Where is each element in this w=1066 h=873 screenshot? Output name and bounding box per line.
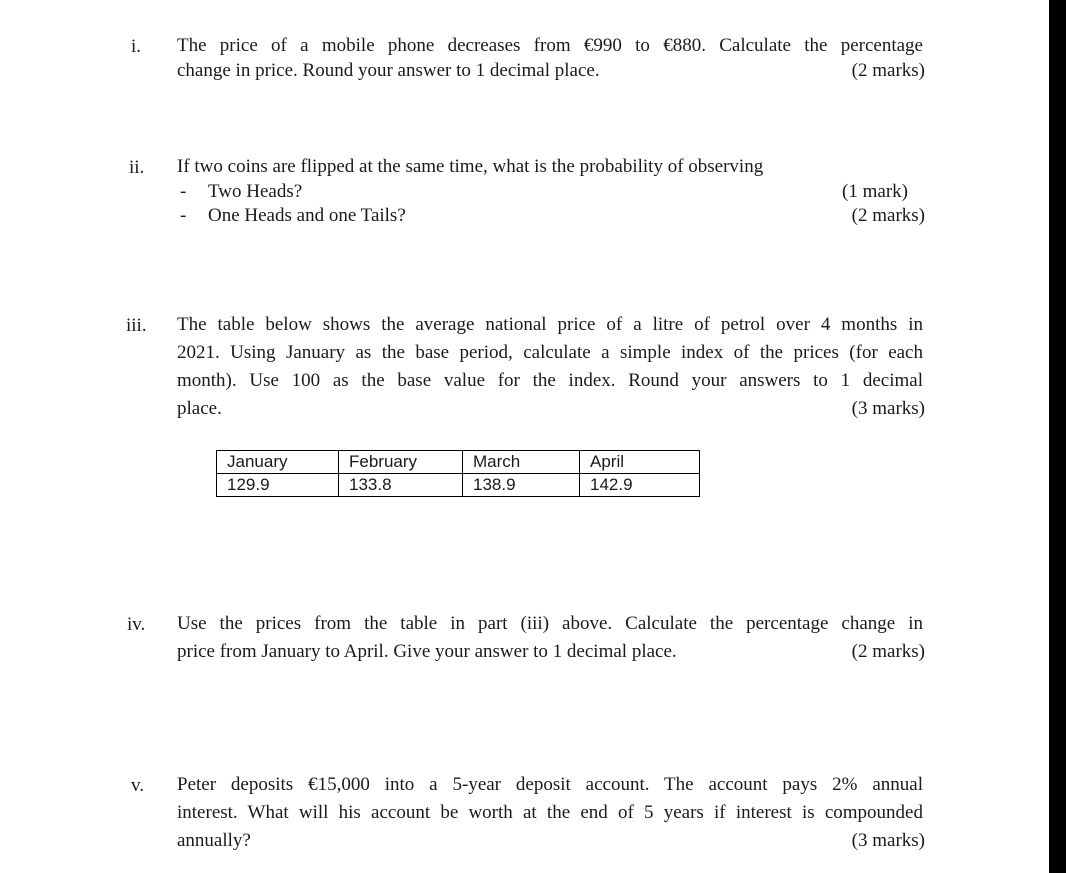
question-text-line: If two coins are flipped at the same time, what is the probability of observing bbox=[177, 156, 764, 177]
question-number: iv. bbox=[127, 614, 146, 635]
question-text-line: annually? bbox=[177, 830, 251, 851]
table-header-row bbox=[217, 451, 700, 474]
question-text-line: The table below shows the average national price of a litre of petrol over 4 months in bbox=[177, 314, 923, 335]
question-number: ii. bbox=[129, 157, 145, 178]
question-number: v. bbox=[131, 775, 145, 796]
marks-label: (1 mark) bbox=[842, 181, 908, 202]
question-text-line: interest. What will his account be worth at the end of 5 years if interest is compounded bbox=[177, 802, 923, 823]
table-header-cell: March bbox=[463, 451, 580, 474]
question-text-line: price from January to April. Give your answer to 1 decimal place. bbox=[177, 641, 677, 662]
table-row bbox=[217, 474, 700, 497]
table-header-cell: April bbox=[580, 451, 700, 474]
bullet-dash: - bbox=[180, 181, 187, 202]
table-cell: 129.9 bbox=[217, 474, 339, 497]
question-text-line: The price of a mobile phone decreases from €990 to €880. Calculate the percentage bbox=[177, 35, 923, 56]
petrol-price-table bbox=[216, 450, 700, 497]
table-header-cell: February bbox=[339, 451, 463, 474]
marks-label: (2 marks) bbox=[851, 60, 925, 81]
question-text-line: Use the prices from the table in part (iii) above. Calculate the percentage change in bbox=[177, 613, 923, 634]
marks-label: (3 marks) bbox=[851, 398, 925, 419]
bullet-dash: - bbox=[180, 205, 187, 226]
table-cell: 138.9 bbox=[463, 474, 580, 497]
sub-item-text: Two Heads? bbox=[208, 181, 303, 202]
question-text-line: Peter deposits €15,000 into a 5-year deposit account. The account pays 2% annual bbox=[177, 774, 923, 795]
right-edge-bar bbox=[1049, 0, 1066, 873]
sub-item-text: One Heads and one Tails? bbox=[208, 205, 406, 226]
table-cell: 142.9 bbox=[580, 474, 700, 497]
question-text-line: place. bbox=[177, 398, 222, 419]
question-number: i. bbox=[131, 36, 142, 57]
question-number: iii. bbox=[126, 315, 147, 336]
question-text-line: month). Use 100 as the base value for the index. Round your answers to 1 decimal bbox=[177, 370, 923, 391]
marks-label: (2 marks) bbox=[851, 205, 925, 226]
table-cell: 133.8 bbox=[339, 474, 463, 497]
question-text-line: 2021. Using January as the base period, calculate a simple index of the prices (for each bbox=[177, 342, 923, 363]
question-text-line: change in price. Round your answer to 1 decimal place. bbox=[177, 60, 600, 81]
table-header-cell: January bbox=[217, 451, 339, 474]
marks-label: (3 marks) bbox=[851, 830, 925, 851]
marks-label: (2 marks) bbox=[851, 641, 925, 662]
